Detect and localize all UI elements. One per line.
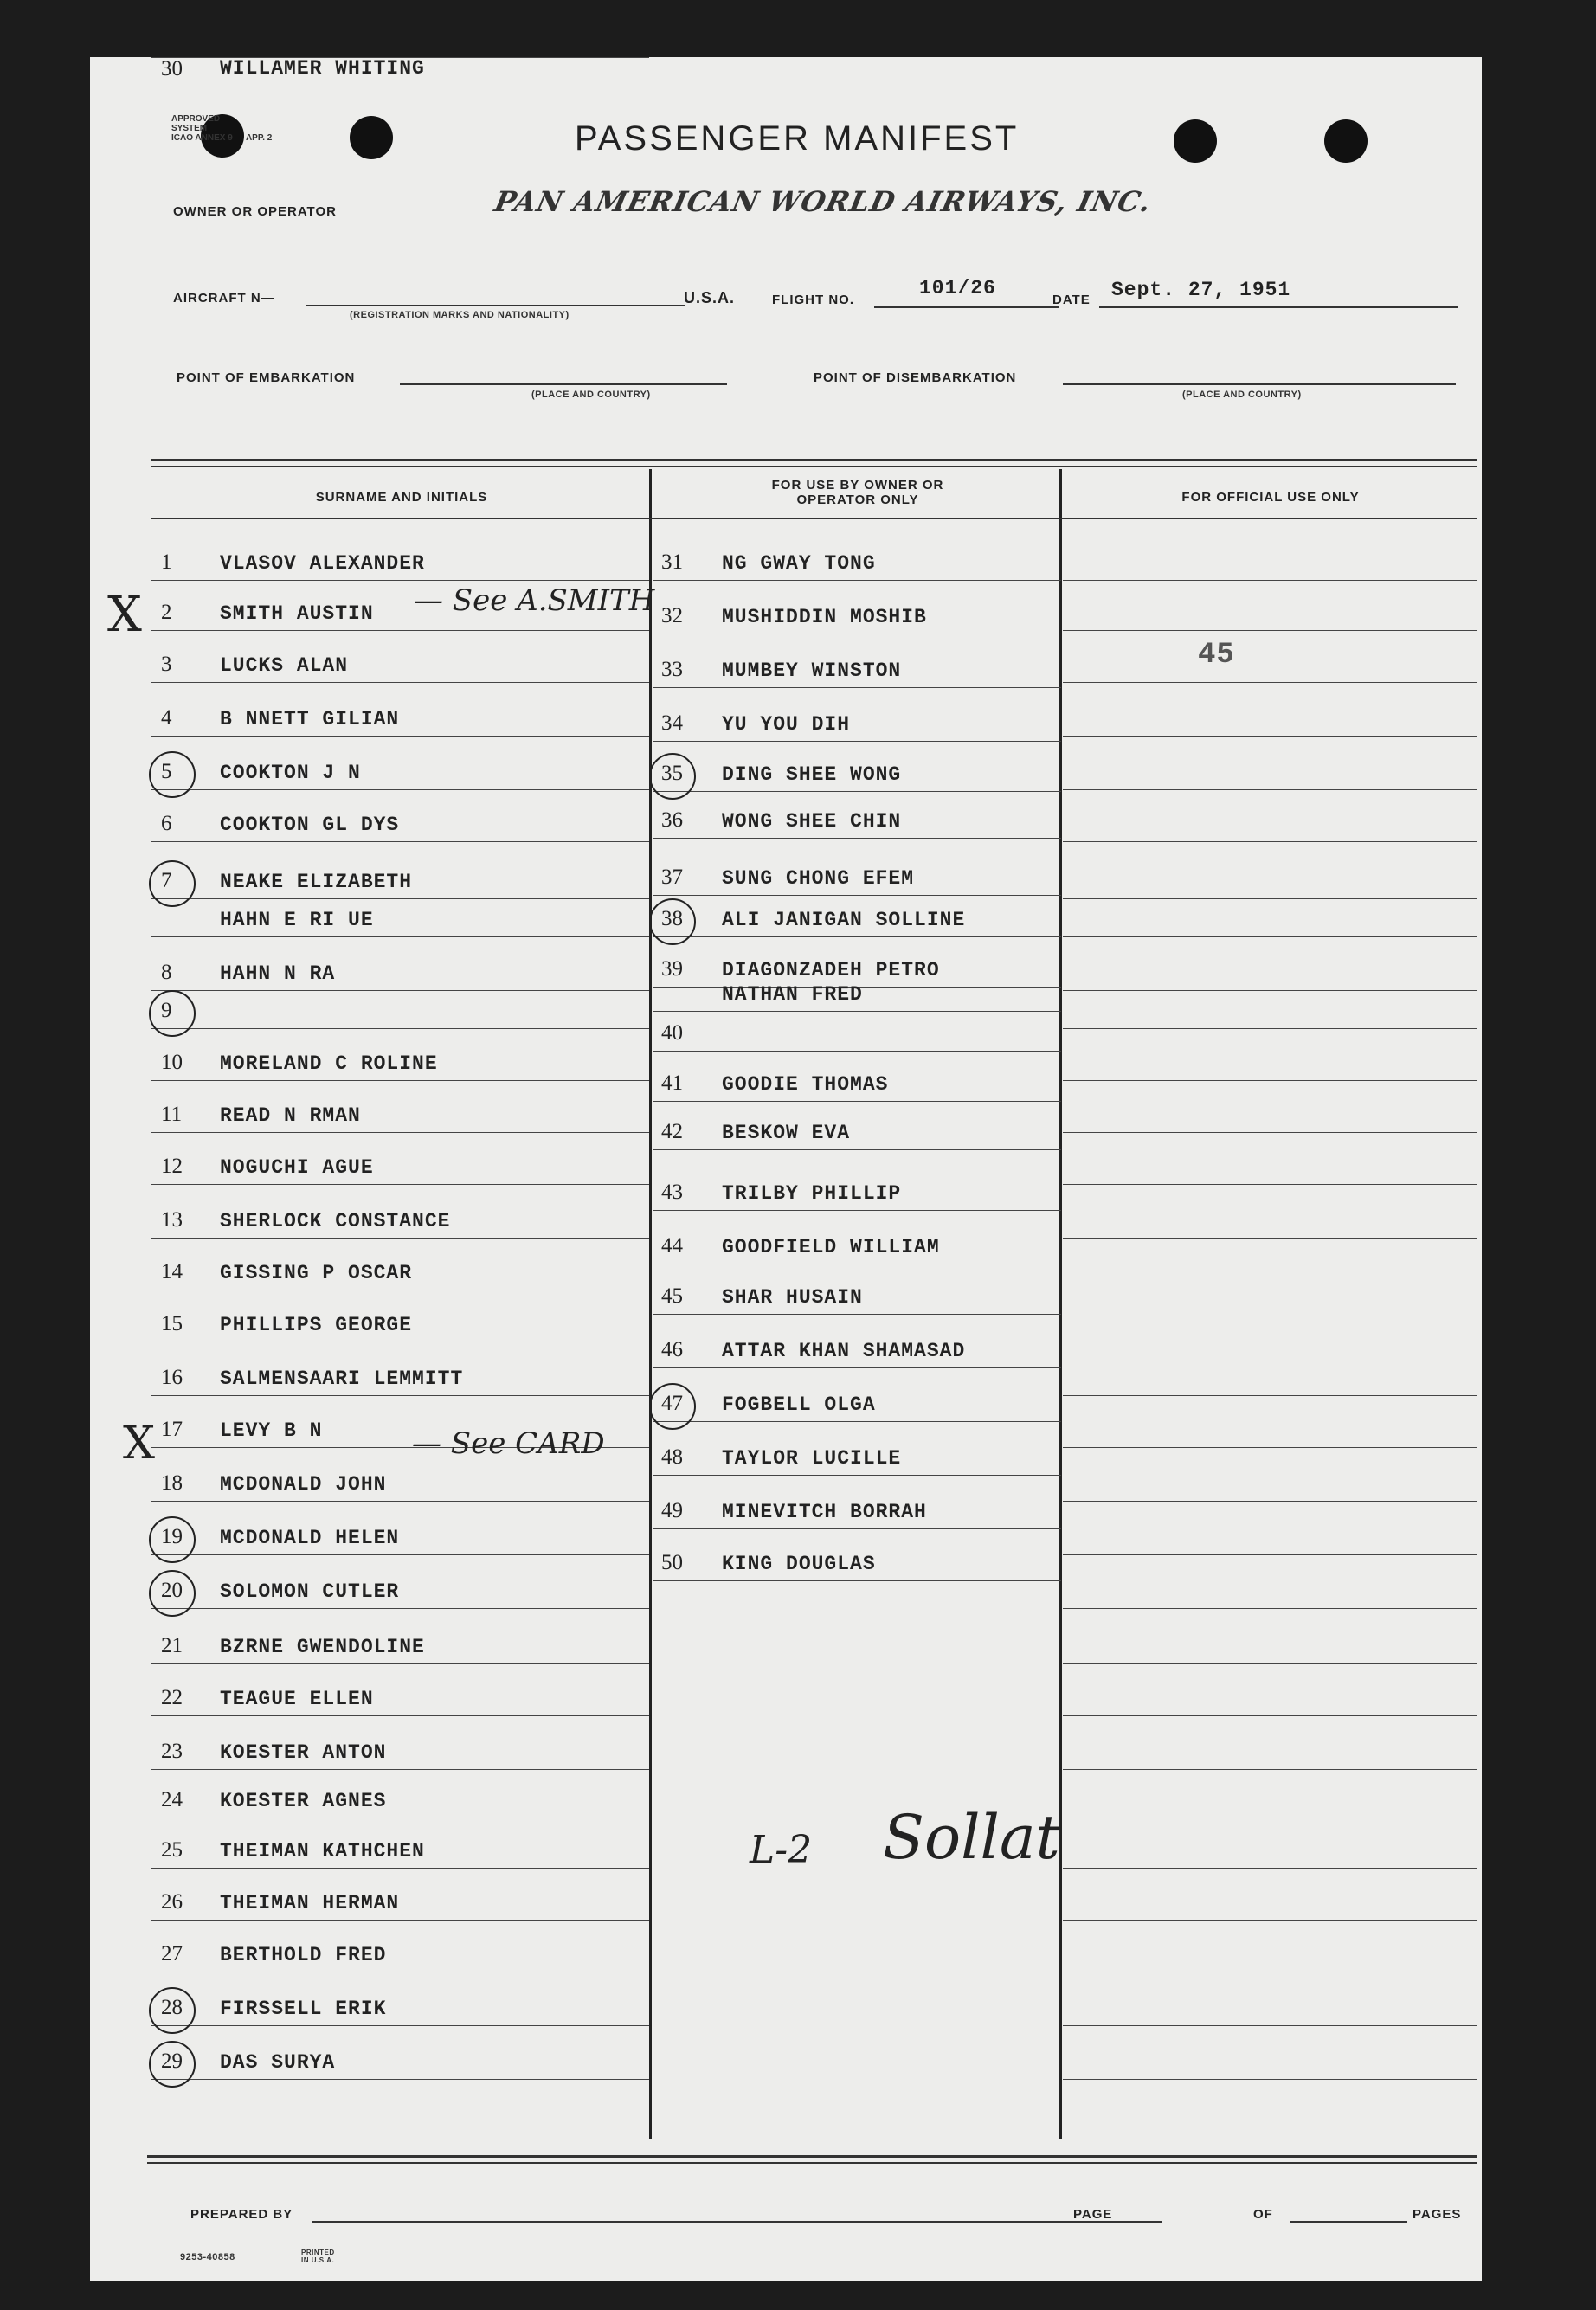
row-rule — [653, 1475, 1061, 1476]
passenger-number: 39 — [661, 957, 683, 981]
passenger-name: LEVY B N — [220, 1419, 323, 1442]
passenger-number: 37 — [661, 865, 683, 889]
passenger-number: 29 — [161, 2049, 183, 2073]
handwritten-circle — [149, 751, 196, 798]
passenger-name: FOGBELL OLGA — [722, 1393, 876, 1416]
passenger-name: WONG SHEE CHIN — [722, 810, 902, 833]
row-rule — [151, 1501, 649, 1502]
passenger-number: 19 — [161, 1525, 183, 1548]
row-rule — [653, 580, 1061, 581]
official-row-rule — [1063, 682, 1477, 683]
official-row-rule — [1063, 1238, 1477, 1239]
passenger-number: 43 — [661, 1181, 683, 1204]
disembarkation-label: POINT OF DISEMBARKATION — [814, 370, 1017, 385]
passenger-number: 50 — [661, 1551, 683, 1574]
row-rule — [653, 1149, 1061, 1150]
passenger-name: DING SHEE WONG — [722, 763, 902, 786]
date-label: DATE — [1052, 293, 1091, 307]
row-rule — [653, 1011, 1061, 1012]
row-rule — [151, 1715, 649, 1716]
printed-note: PRINTED IN U.S.A. — [301, 2249, 335, 2264]
of-line — [1290, 2221, 1407, 2223]
official-row-rule — [1063, 1395, 1477, 1396]
row-rule — [151, 841, 649, 842]
handwritten-circle — [649, 898, 696, 945]
passenger-name: NOGUCHI AGUE — [220, 1156, 374, 1179]
approval-stamp — [171, 114, 272, 143]
passenger-name: BERTHOLD FRED — [220, 1944, 387, 1966]
passenger-name: NATHAN FRED — [722, 983, 863, 1006]
row-rule — [653, 1210, 1061, 1211]
row-rule — [653, 1580, 1061, 1581]
cross-mark: X — [107, 587, 142, 643]
passenger-number: 15 — [161, 1312, 183, 1335]
row-rule — [151, 990, 649, 991]
row-rule — [653, 1101, 1061, 1102]
of-label: OF — [1253, 2207, 1273, 2222]
row-rule — [653, 936, 1061, 937]
official-row-rule — [1063, 1028, 1477, 1029]
date-line — [1099, 306, 1458, 308]
row-rule — [151, 898, 649, 899]
passenger-name: YU YOU DIH — [722, 713, 851, 736]
passenger-name: BESKOW EVA — [722, 1122, 851, 1144]
official-row-rule — [1063, 1554, 1477, 1555]
passenger-name: B NNETT GILIAN — [220, 708, 400, 730]
row-rule — [653, 791, 1061, 792]
passenger-name: DAS SURYA — [220, 2051, 336, 2074]
flight-label: FLIGHT NO. — [772, 293, 854, 307]
row-rule — [151, 1395, 649, 1396]
manifest-sheet — [90, 57, 1482, 2281]
flight-date: Sept. 27, 1951 — [1111, 279, 1291, 301]
passenger-name: BZRNE GWENDOLINE — [220, 1636, 425, 1658]
official-row-rule — [1063, 789, 1477, 790]
passenger-name: VLASOV ALEXANDER — [220, 552, 425, 575]
official-row-rule — [1063, 1769, 1477, 1770]
passenger-number: 46 — [661, 1338, 683, 1361]
approval-line: SYSTEM — [171, 124, 208, 133]
passenger-name: ATTAR KHAN SHAMASAD — [722, 1340, 966, 1362]
approval-line: APPROVED — [171, 114, 221, 124]
table-top-rule — [151, 459, 1477, 461]
passenger-name: NG GWAY TONG — [722, 552, 876, 575]
row-rule — [151, 1868, 649, 1869]
table-top-rule — [151, 466, 1477, 467]
row-rule — [653, 895, 1061, 896]
passenger-name: SHAR HUSAIN — [722, 1286, 863, 1309]
passenger-number: 21 — [161, 1634, 183, 1657]
handwritten-circle — [649, 1383, 696, 1430]
prepared-by-label: PREPARED BY — [190, 2207, 293, 2222]
official-row-rule — [1063, 841, 1477, 842]
passenger-name: COOKTON J N — [220, 762, 361, 784]
passenger-number: 42 — [661, 1120, 683, 1143]
form-code: 9253-40858 — [180, 2252, 235, 2262]
row-rule — [653, 741, 1061, 742]
row-rule — [653, 687, 1061, 688]
passenger-name: TEAGUE ELLEN — [220, 1688, 374, 1710]
official-row-rule — [1063, 898, 1477, 899]
column-header-surname: SURNAME AND INITIALS — [315, 490, 488, 505]
row-rule — [151, 1132, 649, 1133]
passenger-number: 48 — [661, 1445, 683, 1469]
row-rule — [151, 2079, 649, 2080]
footer-rule — [147, 2162, 1477, 2164]
row-rule — [151, 789, 649, 790]
note-see-smith: — See A.SMITH — [414, 583, 655, 618]
column-header-official-use: FOR OFFICIAL USE ONLY — [1181, 490, 1360, 505]
aircraft-label: AIRCRAFT N— — [173, 291, 275, 306]
official-row-rule — [1063, 1608, 1477, 1609]
owner-value: PAN AMERICAN WORLD AIRWAYS, INC. — [491, 185, 1155, 218]
signature-prefix: L-2 — [750, 1828, 813, 1872]
official-row-rule — [1063, 1184, 1477, 1185]
row-rule — [151, 1663, 649, 1664]
official-row-rule — [1063, 1868, 1477, 1869]
official-row-rule — [1063, 1080, 1477, 1081]
passenger-number: 44 — [661, 1234, 683, 1258]
official-row-rule — [1063, 990, 1477, 991]
handwritten-circle — [149, 2041, 196, 2088]
passenger-name: HAHN N RA — [220, 962, 336, 985]
official-row-rule — [1063, 1447, 1477, 1448]
passenger-number: 18 — [161, 1471, 183, 1495]
handwritten-circle — [149, 1516, 196, 1563]
passenger-name: TAYLOR LUCILLE — [722, 1447, 902, 1470]
passenger-name: ALI JANIGAN SOLLINE — [722, 909, 966, 931]
passenger-name: MINEVITCH BORRAH — [722, 1501, 927, 1523]
passenger-name: SMITH AUSTIN — [220, 602, 374, 625]
passenger-number: 17 — [161, 1418, 183, 1441]
passenger-number: 8 — [161, 961, 172, 984]
passenger-number: 40 — [661, 1021, 683, 1045]
passenger-number: 27 — [161, 1942, 183, 1966]
punch-hole — [350, 116, 393, 159]
passenger-name: LUCKS ALAN — [220, 654, 349, 677]
flight-line — [874, 306, 1059, 308]
official-row-rule — [1063, 2025, 1477, 2026]
row-rule — [151, 936, 649, 937]
row-rule — [653, 1528, 1061, 1529]
disembarkation-place-note: (PLACE AND COUNTRY) — [1182, 389, 1302, 400]
row-rule — [151, 682, 649, 683]
official-row-rule — [1063, 2079, 1477, 2080]
passenger-name: SALMENSAARI LEMMITT — [220, 1367, 464, 1390]
passenger-number: 9 — [161, 999, 172, 1022]
passenger-name: KING DOUGLAS — [722, 1553, 876, 1575]
passenger-name: TRILBY PHILLIP — [722, 1182, 902, 1205]
footer-rule — [147, 2155, 1477, 2158]
passenger-name: HAHN E RI UE — [220, 909, 374, 931]
official-row-rule — [1063, 1920, 1477, 1921]
row-rule — [151, 1238, 649, 1239]
cross-mark: X — [123, 1418, 156, 1470]
passenger-number: 16 — [161, 1366, 183, 1389]
passenger-number: 32 — [661, 604, 683, 627]
passenger-name: GOODIE THOMAS — [722, 1073, 889, 1096]
approval-line: ICAO ANNEX 9 — APP. 2 — [171, 133, 273, 143]
row-rule — [151, 630, 649, 631]
passenger-number: 22 — [161, 1686, 183, 1709]
row-rule — [151, 1080, 649, 1081]
passenger-name: WILLAMER WHITING — [220, 57, 425, 80]
passenger-number: 47 — [661, 1392, 683, 1415]
passenger-name: SOLOMON CUTLER — [220, 1580, 400, 1603]
handwritten-circle — [149, 1987, 196, 2034]
page-title: PASSENGER MANIFEST — [575, 119, 1020, 158]
disembarkation-line — [1063, 383, 1456, 385]
passenger-number: 7 — [161, 869, 172, 892]
passenger-number: 10 — [161, 1051, 183, 1074]
punch-hole — [1324, 119, 1368, 163]
official-row-rule — [1063, 1501, 1477, 1502]
row-rule — [151, 2025, 649, 2026]
official-row-rule — [1063, 1132, 1477, 1133]
passenger-name: MCDONALD JOHN — [220, 1473, 387, 1496]
passenger-name: THEIMAN KATHCHEN — [220, 1840, 425, 1863]
passenger-name: MUMBEY WINSTON — [722, 660, 902, 682]
column-divider — [649, 469, 652, 2139]
passenger-name: NEAKE ELIZABETH — [220, 871, 413, 893]
signature: Sollat — [883, 1802, 1060, 1873]
passenger-number: 12 — [161, 1155, 183, 1178]
row-rule — [151, 1608, 649, 1609]
passenger-name: KOESTER AGNES — [220, 1790, 387, 1812]
handwritten-circle — [149, 860, 196, 907]
official-count: 45 — [1198, 639, 1235, 672]
passenger-name: SHERLOCK CONSTANCE — [220, 1210, 451, 1232]
row-rule — [653, 1421, 1061, 1422]
note-see-card: — See CARD — [412, 1426, 605, 1461]
header-rule — [151, 518, 1477, 519]
passenger-number: 49 — [661, 1499, 683, 1522]
passenger-number: 6 — [161, 812, 172, 835]
passenger-number: 35 — [661, 762, 683, 785]
passenger-name: FIRSSELL ERIK — [220, 1998, 387, 2020]
passenger-number: 11 — [161, 1103, 183, 1126]
row-rule — [151, 1769, 649, 1770]
punch-hole — [1174, 119, 1217, 163]
passenger-number: 4 — [161, 706, 172, 730]
passenger-number: 23 — [161, 1740, 183, 1763]
row-rule — [653, 838, 1061, 839]
aircraft-line — [306, 305, 685, 306]
embarkation-place-note: (PLACE AND COUNTRY) — [531, 389, 651, 400]
passenger-number: 20 — [161, 1579, 183, 1602]
passenger-number: 38 — [661, 907, 683, 930]
passenger-number: 26 — [161, 1890, 183, 1914]
passenger-number: 3 — [161, 653, 172, 676]
row-rule — [151, 1920, 649, 1921]
usa-label: U.S.A. — [684, 289, 736, 306]
official-row-rule — [1063, 630, 1477, 631]
flight-number: 101/26 — [919, 277, 996, 299]
embarkation-label: POINT OF EMBARKATION — [177, 370, 356, 385]
page-label: PAGE — [1073, 2207, 1113, 2222]
row-rule — [151, 1184, 649, 1185]
pages-label: PAGES — [1413, 2207, 1462, 2222]
passenger-number: 30 — [161, 57, 183, 80]
passenger-number: 36 — [661, 808, 683, 832]
embarkation-line — [400, 383, 727, 385]
passenger-number: 13 — [161, 1208, 183, 1232]
passenger-number: 2 — [161, 601, 172, 624]
row-rule — [653, 1367, 1061, 1368]
passenger-number: 28 — [161, 1996, 183, 2019]
handwritten-circle — [149, 990, 196, 1037]
passenger-name: MUSHIDDIN MOSHIB — [722, 606, 927, 628]
owner-label: OWNER OR OPERATOR — [173, 204, 337, 219]
official-row-rule — [1063, 736, 1477, 737]
passenger-name: COOKTON GL DYS — [220, 814, 400, 836]
registration-note: (REGISTRATION MARKS AND NATIONALITY) — [350, 310, 570, 320]
passenger-number: 25 — [161, 1838, 183, 1862]
row-rule — [151, 1554, 649, 1555]
passenger-number: 31 — [661, 550, 683, 574]
row-rule — [653, 1314, 1061, 1315]
column-header-owner-use: FOR USE BY OWNER OR OPERATOR ONLY — [771, 478, 944, 507]
passenger-name: SUNG CHONG EFEM — [722, 867, 915, 890]
passenger-name: READ N RMAN — [220, 1104, 361, 1127]
passenger-name: MCDONALD HELEN — [220, 1527, 400, 1549]
passenger-number: 41 — [661, 1071, 683, 1095]
passenger-name: PHILLIPS GEORGE — [220, 1314, 413, 1336]
row-rule — [151, 1028, 649, 1029]
passenger-name: DIAGONZADEH PETRO — [722, 959, 940, 981]
row-rule — [151, 736, 649, 737]
prepared-by-line — [312, 2221, 1162, 2223]
passenger-number: 34 — [661, 711, 683, 735]
passenger-number: 1 — [161, 550, 172, 574]
passenger-name: GISSING P OSCAR — [220, 1262, 413, 1284]
passenger-number: 24 — [161, 1788, 183, 1811]
row-rule — [151, 580, 649, 581]
passenger-name: MORELAND C ROLINE — [220, 1052, 438, 1075]
column-divider — [1059, 469, 1062, 2139]
passenger-number: 45 — [661, 1284, 683, 1308]
official-row-rule — [1063, 1663, 1477, 1664]
handwritten-circle — [649, 753, 696, 800]
passenger-number: 33 — [661, 658, 683, 681]
handwritten-circle — [149, 1570, 196, 1617]
passenger-name: KOESTER ANTON — [220, 1741, 387, 1764]
passenger-name: THEIMAN HERMAN — [220, 1892, 400, 1914]
passenger-number: 5 — [161, 760, 172, 783]
official-row-rule — [1063, 580, 1477, 581]
official-row-rule — [1063, 936, 1477, 937]
passenger-name: GOODFIELD WILLIAM — [722, 1236, 940, 1258]
official-row-rule — [1063, 1715, 1477, 1716]
row-rule — [653, 1051, 1061, 1052]
passenger-number: 14 — [161, 1260, 183, 1284]
